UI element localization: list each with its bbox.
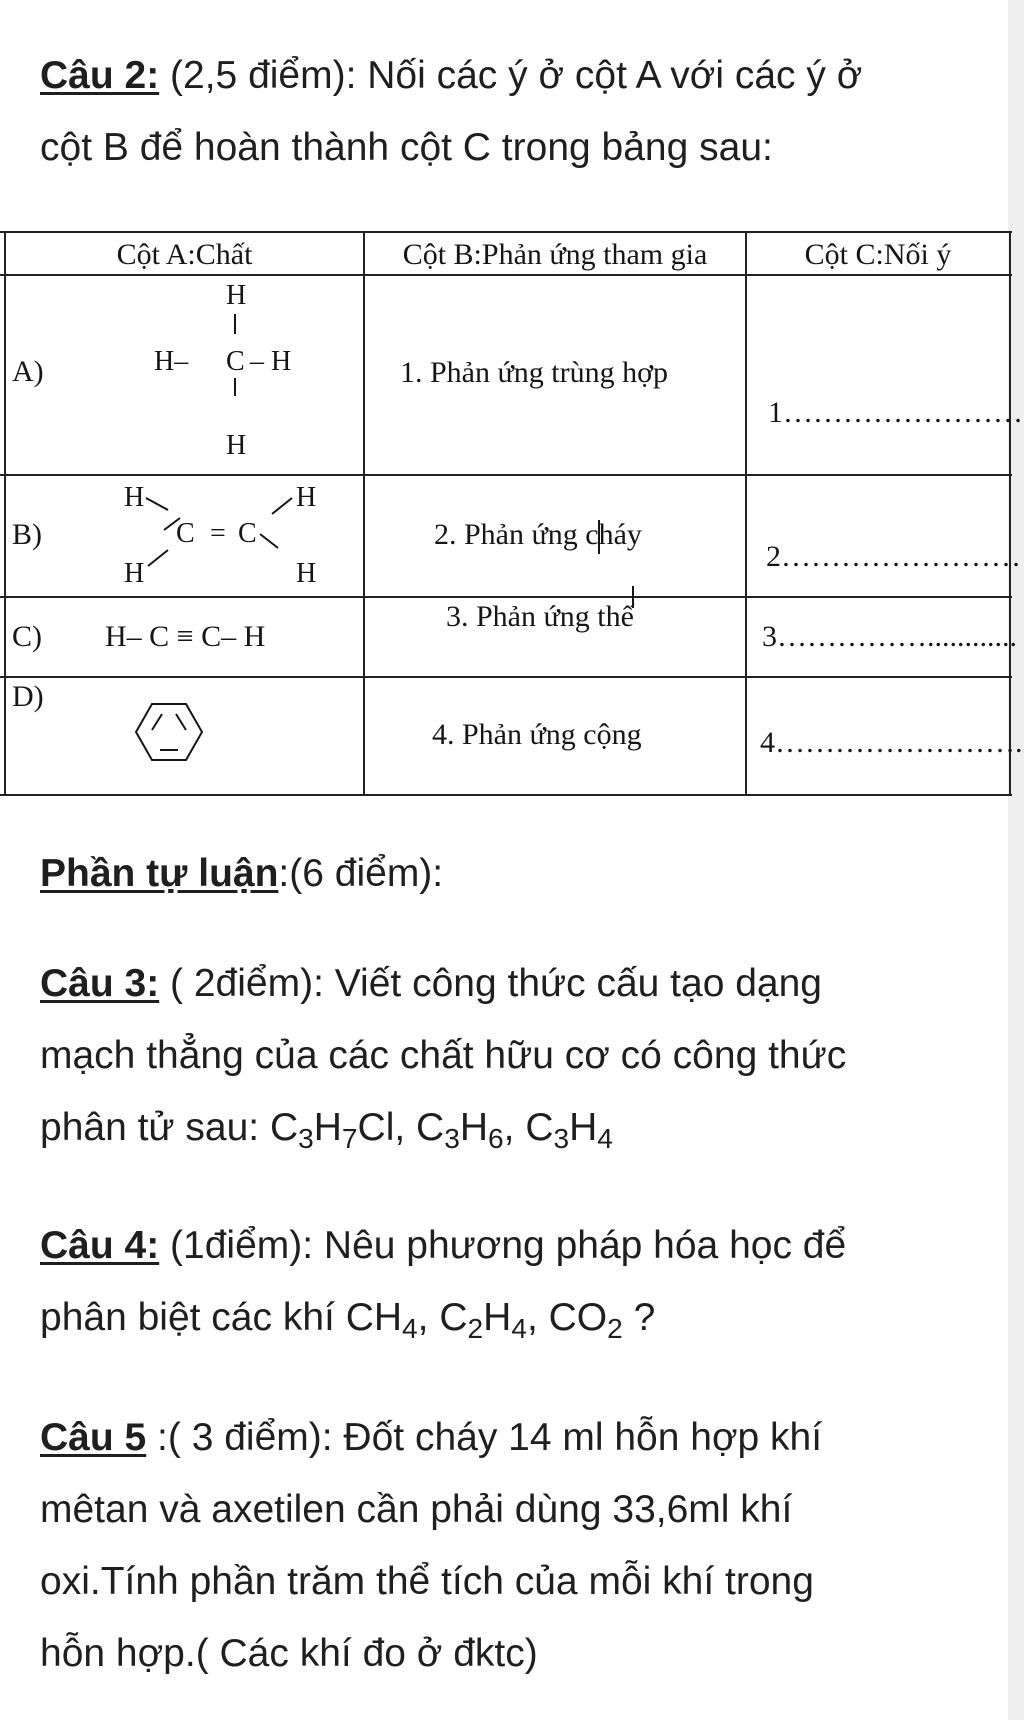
question-4-label: Câu 4: <box>40 1224 160 1267</box>
question-5-label: Câu 5 <box>40 1416 147 1459</box>
formula-co2: $CO_2$ <box>548 1296 623 1344</box>
ethylene-c1: C <box>176 518 195 549</box>
question-2-text-line1: (2,5 điểm): Nối các ý ở cột A với các ý ở <box>159 54 863 97</box>
question-2-text-line2: cột B để hoàn thành cột C trong bảng sau: <box>40 126 773 169</box>
ethylene-structure <box>110 476 350 596</box>
header-col-b: Cột B:Phản ứng tham gia <box>402 238 708 271</box>
answer-2[interactable]: 2…………………… <box>766 540 1021 573</box>
question-3-line2: mạch thẳng của các chất hữu cơ có công thức <box>40 1034 847 1077</box>
methane-h-left: H– <box>154 346 189 377</box>
stray-mark-2 <box>628 586 638 608</box>
question-3-label: Câu 3: <box>40 962 160 1005</box>
ethylene-eq: = <box>210 518 226 549</box>
acetylene-formula: H– C ≡ C– H <box>105 620 266 653</box>
section-text: :(6 điểm): <box>278 852 444 895</box>
question-4-line2-suffix: ? <box>622 1296 656 1339</box>
question-3-line1: ( 2điểm): Viết công thức cấu tạo dạng <box>159 962 822 1005</box>
ethylene-h-bottom-left: H <box>124 558 145 589</box>
formula-c3h4: $C_3H_4$ <box>525 1106 613 1154</box>
reaction-4: 4. Phản ứng cộng <box>432 718 642 751</box>
question-5 <box>40 1402 980 1690</box>
essay-section-heading <box>40 838 443 910</box>
question-5-line1: :( 3 điểm): Đốt cháy 14 ml hỗn hợp khí <box>146 1416 823 1459</box>
answer-4[interactable]: 4……………………. <box>760 726 1023 759</box>
formula-c3h6: $C_3H_6$ <box>416 1106 504 1154</box>
methane-structure <box>140 276 340 472</box>
header-col-a: Cột A:Chất <box>116 238 253 271</box>
ethylene-h-bottom-right: H <box>296 558 317 589</box>
question-4-line1: (1điểm): Nêu phương pháp hóa học để <box>159 1224 847 1267</box>
reaction-3: 3. Phản ứng thế <box>446 600 634 633</box>
page-edge <box>1008 0 1024 1720</box>
answer-3[interactable]: 3……………............ <box>762 620 1017 653</box>
question-4: Câu 4: (1điểm): Nêu phương pháp hóa học để phân biệt các khí $CH_4$, $C_2H_4$, $CO_2$ ? <box>40 1224 847 1344</box>
question-2-label: Câu 2: <box>40 54 160 97</box>
reaction-2: 2. Phản ứng cháy <box>434 518 642 551</box>
section-label: Phần tự luận <box>40 852 279 895</box>
ethylene-h-top-left: H <box>124 482 145 513</box>
methane-c: C <box>226 346 245 377</box>
reaction-1: 1. Phản ứng trùng hợp <box>400 356 668 389</box>
question-4-line2-prefix: phân biệt các khí <box>40 1296 346 1339</box>
ethylene-h-top-right: H <box>296 482 317 513</box>
answer-1[interactable]: 1…………………… <box>768 396 1023 429</box>
header-col-c: Cột C:Nối ý <box>804 238 952 271</box>
methane-h-bottom: H <box>226 430 247 461</box>
formula-ch4: $CH_4$ <box>345 1296 418 1344</box>
benzene-ring-icon <box>132 700 206 764</box>
question-3: Câu 3: ( 2điểm): Viết công thức cấu tạo dạng mạch thẳng của các chất hữu cơ có công thức phân tử sau: $C_3H_7Cl$, $C_3H_6$, $C_3H_4$ <box>40 962 847 1154</box>
ethylene-c2: C <box>238 518 257 549</box>
row-c-letter: C) <box>12 620 42 653</box>
question-2 <box>40 40 980 184</box>
question-3-line3-prefix: phân tử sau: <box>40 1106 270 1149</box>
formula-c3h7cl: $C_3H_7Cl$ <box>269 1106 395 1154</box>
row-a-letter: A) <box>12 355 44 388</box>
stray-cursor-mark <box>596 520 602 554</box>
question-5-line4: hỗn hợp.( Các khí đo ở đktc) <box>40 1632 538 1675</box>
row-b-letter: B) <box>12 518 42 551</box>
formula-c2h4: $C_2H_4$ <box>439 1296 527 1344</box>
row-d-letter: D) <box>12 680 44 713</box>
question-5-line3: oxi.Tính phần trăm thể tích của mỗi khí trong <box>40 1560 814 1603</box>
methane-h-top: H <box>226 280 247 311</box>
methane-h-right: – H <box>250 346 292 377</box>
question-5-line2: mêtan và axetilen cần phải dùng 33,6ml khí <box>40 1488 793 1531</box>
